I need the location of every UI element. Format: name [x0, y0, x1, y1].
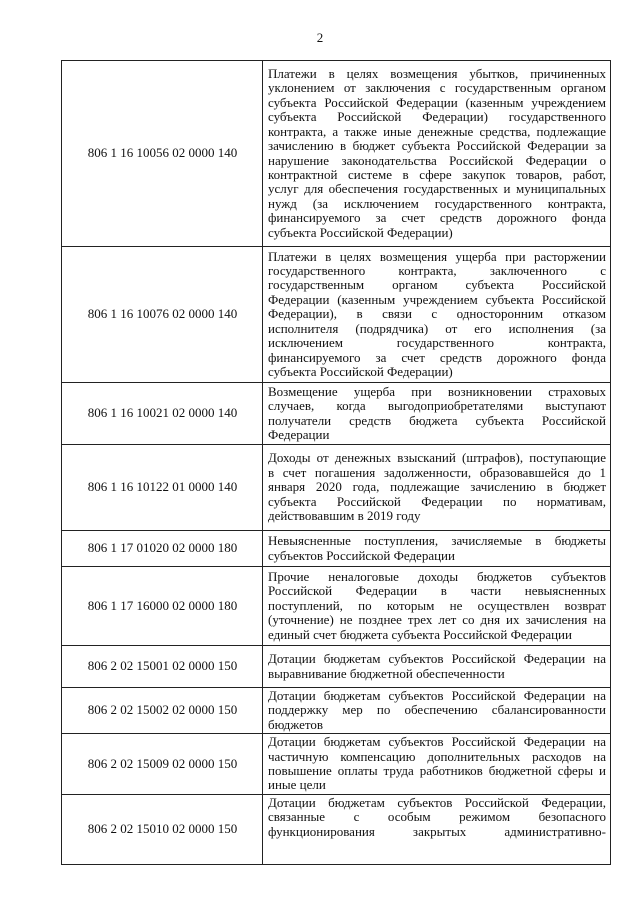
table-row [62, 61, 611, 247]
description-line: субъекта Российской Федерации по нормативам, [268, 493, 606, 509]
description-line: Дотации бюджетам субъектов Российской Федерации на [268, 688, 606, 703]
income-description [263, 567, 611, 646]
description-line: Федерации), в связи с односторонним отказом [268, 306, 606, 322]
table-row [62, 445, 611, 531]
description-line: финансируемого за счет средств дорожного фонда [268, 349, 606, 365]
description-line: финансируемого за счет средств дорожного фонда [268, 210, 606, 226]
budget-code: 806 1 16 10122 01 0000 140 [62, 445, 263, 531]
description-line: государственным органом субъекта Российской [268, 277, 606, 293]
description-line: субъекта Российской Федерации) [268, 363, 453, 379]
description-line: зачислению в бюджет субъекта Российской Федерации за [268, 138, 606, 154]
budget-code: 806 2 02 15009 02 0000 150 [62, 734, 263, 795]
description-line: получатели средств бюджета субъекта Российской [268, 412, 606, 428]
table-row [62, 688, 611, 734]
description-line: (уточнение) не позднее трех лет со дня их зачисления на [268, 612, 606, 628]
description-line: поступлений, по которым не осуществлен возврат [268, 597, 606, 613]
income-description [263, 531, 611, 567]
description-line: Федерации [268, 426, 330, 442]
income-description [263, 445, 611, 531]
budget-code: 806 1 17 16000 02 0000 180 [62, 567, 263, 646]
description-line: контракта, а также иные денежные средства, подлежащие [268, 123, 606, 139]
table-body [62, 61, 611, 865]
description-line: функционирования закрытых административно- [268, 823, 606, 839]
table-row [62, 383, 611, 445]
description-line: исключением государственного контракта, [268, 335, 606, 351]
income-description [263, 794, 611, 864]
budget-code: 806 2 02 15001 02 0000 150 [62, 646, 263, 688]
description-line: января 2020 года, подлежащие зачислению в бюджет [268, 479, 606, 495]
budget-codes-table [61, 60, 611, 865]
description-line: нарушение законодательства Российской Федерации о [268, 152, 606, 168]
table-row [62, 567, 611, 646]
page-number: 2 [316, 30, 324, 45]
description-line: субъектов Российской Федерации [268, 547, 455, 563]
description-line: субъекта Российской Федерации) государственного [268, 109, 606, 125]
income-description [263, 688, 611, 734]
description-line: Платежи в целях возмещения убытков, причиненных [268, 66, 606, 82]
description-line: Федерации (казенным учреждением субъекта Российской [268, 291, 606, 307]
description-line: уклонением от заключения с государственным органом [268, 80, 606, 96]
budget-code: 806 1 16 10076 02 0000 140 [62, 247, 263, 383]
description-line: в счет погашения задолженности, образовавшейся до 1 [268, 464, 606, 480]
description-line: Прочие неналоговые доходы бюджетов субъектов [268, 568, 606, 584]
table-row [62, 531, 611, 567]
description-line: исполнителя (подрядчика) от его исполнения (за [268, 320, 606, 336]
table-row [62, 734, 611, 795]
description-line: выравнивание бюджетной обеспеченности [268, 665, 505, 681]
table-row [62, 646, 611, 688]
description-line: повышение оплаты труда работников бюджетной сферы и [268, 763, 606, 779]
description-line: Доходы от денежных взысканий (штрафов), поступающие [268, 450, 606, 466]
description-line: иные цели [268, 777, 326, 793]
description-line: субъекта Российской Федерации (казенным учреждением [268, 94, 606, 110]
description-line: субъекта Российской Федерации) [268, 224, 453, 240]
description-line: Российской Федерации в части невыясненных [268, 583, 606, 599]
budget-code: 806 1 16 10021 02 0000 140 [62, 383, 263, 445]
description-line: нужд (за исключением государственного контракта, [268, 195, 606, 211]
description-line: бюджетов [268, 716, 324, 732]
income-description [263, 61, 611, 247]
description-line: Дотации бюджетам субъектов Российской Федерации на [268, 651, 606, 667]
description-line: услуг для обеспечения государственных и муниципальных [268, 181, 606, 197]
budget-code: 806 1 17 01020 02 0000 180 [62, 531, 263, 567]
description-line: единый счет бюджета субъекта Российской Федерации [268, 626, 572, 642]
income-description [263, 646, 611, 688]
description-line: действовавшим в 2019 году [268, 508, 421, 524]
income-description [263, 734, 611, 795]
description-line: Невыясненные поступления, зачисляемые в бюджеты [268, 533, 606, 549]
budget-code: 806 1 16 10056 02 0000 140 [62, 61, 263, 247]
description-line: случаев, когда выгодоприобретателями выступают [268, 398, 606, 414]
description-line: частичную компенсацию дополнительных расходов на [268, 748, 606, 764]
description-line: Платежи в целях возмещения ущерба при расторжении [268, 248, 606, 264]
description-line: Дотации бюджетам субъектов Российской Федерации на [268, 734, 606, 750]
description-line: связанные с особым режимом безопасного [268, 809, 606, 825]
budget-code: 806 2 02 15002 02 0000 150 [62, 688, 263, 734]
income-description [263, 383, 611, 445]
table-row [62, 247, 611, 383]
description-line: Дотации бюджетам субъектов Российской Федерации, [268, 794, 606, 810]
description-line: контрактной системе в сфере закупок товаров, работ, [268, 166, 606, 182]
description-line: государственного контракта, заключенного с [268, 263, 606, 279]
table-row [62, 794, 611, 864]
description-line: поддержку мер по обеспечению сбалансированности [268, 702, 606, 718]
description-line: Возмещение ущерба при возникновении страховых [268, 383, 606, 399]
budget-code: 806 2 02 15010 02 0000 150 [62, 794, 263, 864]
income-description [263, 247, 611, 383]
